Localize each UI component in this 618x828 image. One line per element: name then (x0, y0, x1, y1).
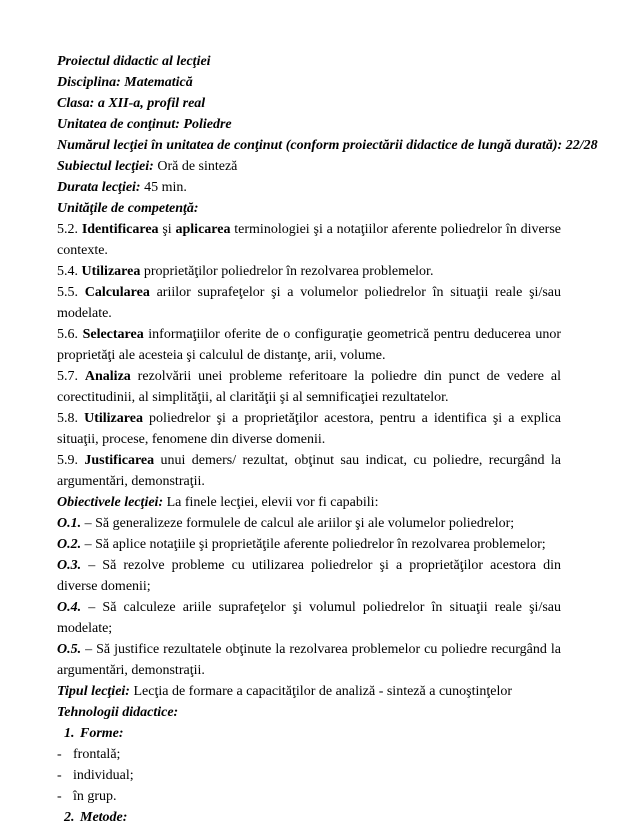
competency-keyword: Identificarea (81, 222, 159, 237)
competency-text: rezolvării unei probleme referitoare la poliedre din punct de vedere al corectitudinii, al simplităţii, al clarităţii şi al semnificaţiei rezultatelor. (57, 369, 561, 405)
competency-text: ariilor suprafeţelor şi a volumelor poliedrelor în situaţii reale şi/sau modelate. (57, 285, 561, 321)
objective-item-o5 (57, 639, 561, 681)
objective-text: – Să calculeze ariile suprafeţelor şi volumul poliedrelor în situaţii reale şi/sau modelate; (57, 600, 561, 636)
competencies-heading: Unităţile de competenţă: (57, 201, 199, 216)
field-unitatea-de-continut (57, 114, 561, 135)
dash-marker: - (57, 768, 62, 783)
forme-sub-item-in-grup (57, 786, 561, 807)
lesson-type (57, 681, 561, 702)
competency-item-5-8 (57, 408, 561, 450)
group-number: 1. (64, 726, 75, 741)
field-value: a XII-a, profil real (94, 96, 206, 111)
field-label: Disciplina: (57, 75, 121, 90)
objectives-label: Obiectivele lecţiei: (57, 495, 164, 510)
competency-text: unui demers/ rezultat, obţinut sau indicat, cu poliedre, recurgând la argumentări, demonstraţii. (57, 453, 561, 489)
sub-item-text: frontală; (73, 747, 121, 762)
field-disciplina (57, 72, 561, 93)
field-value: 22/28 (562, 138, 598, 153)
objective-item-o4 (57, 597, 561, 639)
technologies-group-forme (57, 723, 561, 744)
group-label: Forme: (80, 726, 124, 741)
competency-keyword: Utilizarea (84, 411, 143, 426)
sub-item-text: individual; (73, 768, 134, 783)
competency-keyword: Justificarea (84, 453, 155, 468)
competency-number: 5.8. (57, 411, 85, 426)
objectives-intro (57, 492, 561, 513)
objectives-intro-text: La finele lecţiei, elevii vor fi capabili: (163, 495, 379, 510)
forme-sub-item-individual (57, 765, 561, 786)
competency-text: poliedrelor şi a proprietăţilor acestora, pentru a identifica şi a explica situaţii, procese, fenomene din diverse domenii. (57, 411, 562, 447)
field-subiectul-lectiei (57, 156, 561, 177)
objective-number: O.4. (57, 600, 82, 615)
sub-item-text: în grup. (73, 789, 117, 804)
competency-item-5-5 (57, 282, 561, 324)
competency-number: 5.5. (57, 285, 85, 300)
competency-item-5-6 (57, 324, 561, 366)
competency-item-5-4 (57, 261, 561, 282)
objective-text: – Să aplice notaţiile şi proprietăţile aferente poliedrelor în rezolvarea problemelor; (81, 537, 546, 552)
competency-number: 5.4. (57, 264, 82, 279)
dash-marker: - (57, 747, 62, 762)
group-number: 2. (64, 810, 75, 825)
field-label: Numărul lecţiei în unitatea de conţinut (conform proiectării didactice de lungă durată): (57, 138, 563, 153)
competency-text: proprietăţilor poliedrelor în rezolvarea problemelor. (140, 264, 434, 279)
competency-number: 5.9. (57, 453, 85, 468)
dash-marker: - (57, 789, 62, 804)
objective-item-o3 (57, 555, 561, 597)
objective-number: O.3. (57, 558, 82, 573)
objective-item-o2 (57, 534, 561, 555)
technologies-group-metode (57, 807, 561, 828)
competency-item-5-9 (57, 450, 561, 492)
field-label: Unitatea de conţinut: (57, 117, 180, 132)
field-value: Oră de sinteză (153, 159, 238, 174)
objective-text: – Să rezolve probleme cu utilizarea poliedrelor şi a proprietăţilor acestora din diverse domenii; (57, 558, 561, 594)
objective-number: O.5. (57, 642, 82, 657)
field-numarul-lectiei (57, 135, 598, 156)
document-title: Proiectul didactic al lecţiei (57, 54, 211, 69)
objective-text: – Să generalizeze formulele de calcul ale ariilor şi ale volumelor poliedrelor; (81, 516, 515, 531)
field-label: Durata lecţiei: (57, 180, 141, 195)
field-durata-lectiei (57, 177, 561, 198)
objective-text: – Să justifice rezultatele obţinute la rezolvarea problemelor cu poliedre recurgând la argumentări, demonstraţii. (57, 642, 561, 678)
competency-text: informaţiilor oferite de o configuraţie geometrică pentru deducerea unor proprietăţi ale acesteia şi calculul de distanţe, arii, volume. (57, 327, 562, 363)
competency-keyword: Selectarea (82, 327, 144, 342)
field-value: Matematică (120, 75, 193, 90)
competency-item-5-7 (57, 366, 561, 408)
lesson-type-label: Tipul lecţiei: (57, 684, 130, 699)
competency-text: terminologiei şi a notaţiilor aferente poliedrelor în diverse contexte. (57, 222, 562, 258)
field-label: Subiectul lecţiei: (57, 159, 154, 174)
field-label: Clasa: (57, 96, 95, 111)
field-value: 45 min. (140, 180, 187, 195)
competency-item-5-2: 5.2. Identificarea şi aplicarea terminologiei şi a notaţiilor aferente poliedrelor în diverse contexte. (57, 222, 562, 258)
objective-number: O.1. (57, 516, 82, 531)
competency-number: 5.7. (57, 369, 85, 384)
objective-item-o1 (57, 513, 561, 534)
competency-keyword: aplicarea (175, 222, 231, 237)
lesson-type-text: Lecţia de formare a capacităţilor de analiză - sinteză a cunoştinţelor (129, 684, 513, 699)
field-value: Poliedre (179, 117, 232, 132)
technologies-heading: Tehnologii didactice: (57, 705, 179, 720)
forme-sub-item-frontala (57, 744, 561, 765)
competency-number: 5.6. (57, 327, 83, 342)
competency-keyword: Analiza (84, 369, 131, 384)
field-clasa (57, 93, 561, 114)
competency-keyword: Utilizarea (81, 264, 141, 279)
group-label: Metode: (80, 810, 128, 825)
competency-number: 5.2. (57, 222, 82, 237)
objective-number: O.2. (57, 537, 82, 552)
competency-keyword: Calcularea (84, 285, 150, 300)
